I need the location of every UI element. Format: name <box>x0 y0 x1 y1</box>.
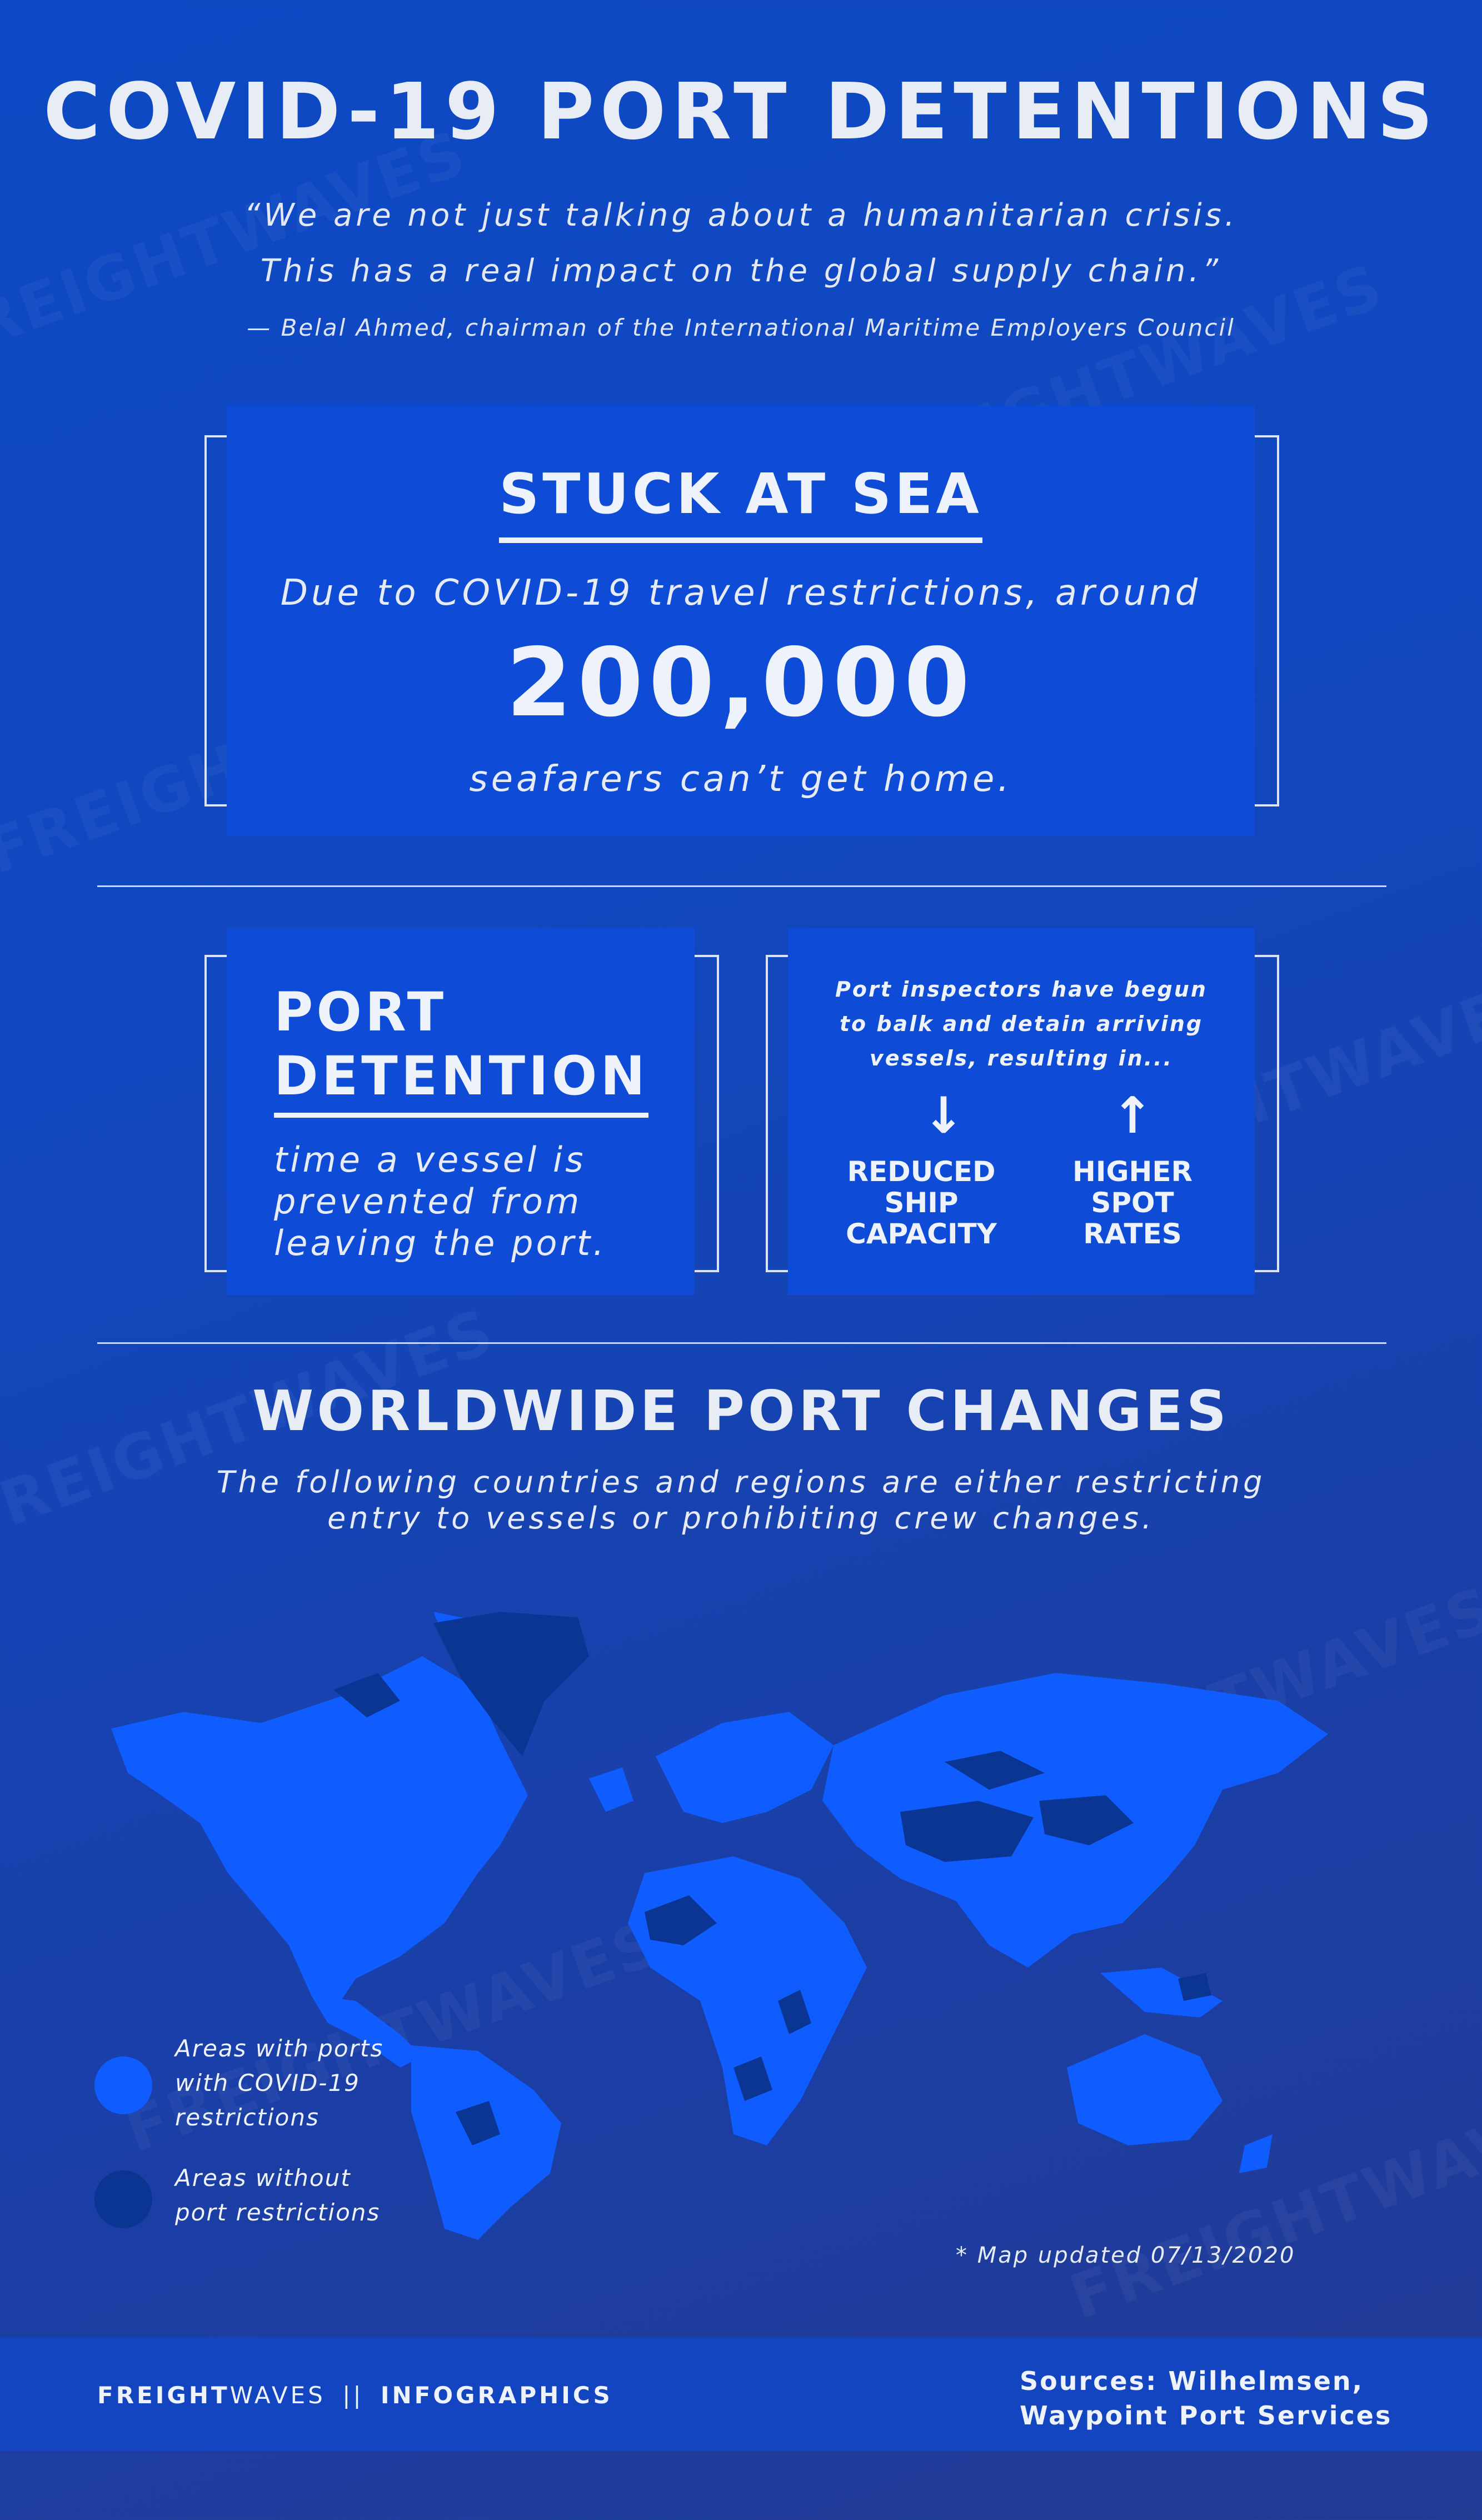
higher-label: HIGHER <box>1072 1156 1192 1188</box>
map-australia <box>1067 2034 1222 2145</box>
brand-freight: FREIGHT <box>97 2382 230 2409</box>
map-north-america <box>111 1656 528 2012</box>
inspectors-card <box>788 928 1255 1295</box>
legend-restricted-line-1: Areas with ports <box>175 2035 384 2062</box>
stuck-at-sea-heading: STUCK AT SEA <box>499 461 982 543</box>
legend-restricted-line-2: with COVID-19 <box>175 2069 360 2096</box>
stuck-at-sea-card <box>227 406 1255 835</box>
spot-label: SPOT <box>1091 1187 1174 1219</box>
legend-restricted-text <box>175 2031 383 2135</box>
port-detention-heading-1: PORT <box>274 981 447 1043</box>
capacity-label: CAPACITY <box>846 1218 997 1250</box>
bracket-left <box>204 955 229 1272</box>
brand-separator: || <box>342 2382 364 2409</box>
legend-unrestricted-line-2: port restrictions <box>175 2199 381 2226</box>
legend-unrestricted-line-1: Areas without <box>175 2164 351 2192</box>
ship-label: SHIP <box>884 1187 959 1219</box>
port-detention-definition-2: prevented from <box>274 1181 582 1222</box>
stuck-line-2: seafarers can’t get home. <box>469 759 1012 800</box>
legend-restricted-swatch <box>94 2056 152 2114</box>
sources-line-1: Sources: Wilhelmsen, <box>1020 2366 1364 2396</box>
footer <box>0 2337 1482 2451</box>
port-detention-heading-2: DETENTION <box>274 1045 648 1118</box>
worldwide-subtitle-2: entry to vessels or prohibiting crew changes. <box>327 1501 1155 1536</box>
map-africa <box>628 1856 867 2145</box>
sources-line-2: Waypoint Port Services <box>1020 2401 1393 2431</box>
divider <box>97 1342 1386 1344</box>
quote-attribution: — Belal Ahmed, chairman of the International Maritime Employers Council <box>247 314 1235 341</box>
bracket-left <box>766 955 790 1272</box>
divider <box>97 885 1386 887</box>
page-title: COVID-19 PORT DETENTIONS <box>43 67 1439 157</box>
seafarers-count: 200,000 <box>506 628 976 738</box>
bracket-right <box>1255 435 1279 806</box>
arrow-down-icon: ↓ <box>922 1087 965 1145</box>
bracket-left <box>204 435 229 806</box>
port-detention-definition-1: time a vessel is <box>274 1139 586 1180</box>
inspectors-line-2: to balk and detain arriving <box>839 1012 1204 1036</box>
bracket-right <box>695 955 719 1272</box>
sources <box>1020 2364 1392 2433</box>
reduced-label: REDUCED <box>847 1156 996 1188</box>
brand-waves: WAVES <box>229 2382 326 2409</box>
rates-label: RATES <box>1083 1218 1182 1250</box>
port-detention-card <box>227 928 695 1295</box>
map-south-america <box>411 2045 561 2240</box>
stuck-line-1: Due to COVID-19 travel restrictions, around <box>280 572 1201 614</box>
port-detention-definition-3: leaving the port. <box>274 1223 607 1263</box>
quote-line-1: “We are not just talking about a humanitarian crisis. <box>244 197 1238 233</box>
arrow-up-icon: ↑ <box>1111 1087 1154 1145</box>
legend-unrestricted-text <box>175 2161 380 2230</box>
inspectors-line-3: vessels, resulting in... <box>869 1046 1174 1070</box>
worldwide-subtitle-1: The following countries and regions are either restricting <box>216 1465 1266 1500</box>
footer-brand <box>97 2382 613 2409</box>
worldwide-heading: WORLDWIDE PORT CHANGES <box>252 1378 1230 1443</box>
bracket-right <box>1255 955 1279 1272</box>
quote-line-2: This has a real impact on the global supply chain.” <box>260 253 1222 289</box>
legend-unrestricted-swatch <box>94 2170 152 2228</box>
world-map <box>0 1612 1482 2251</box>
map-europe <box>656 1712 834 1823</box>
legend-restricted-line-3: restrictions <box>175 2104 320 2131</box>
map-updated-note: * Map updated 07/13/2020 <box>956 2243 1296 2268</box>
inspectors-line-1: Port inspectors have begun <box>835 977 1207 1002</box>
brand-section: INFOGRAPHICS <box>380 2382 613 2409</box>
